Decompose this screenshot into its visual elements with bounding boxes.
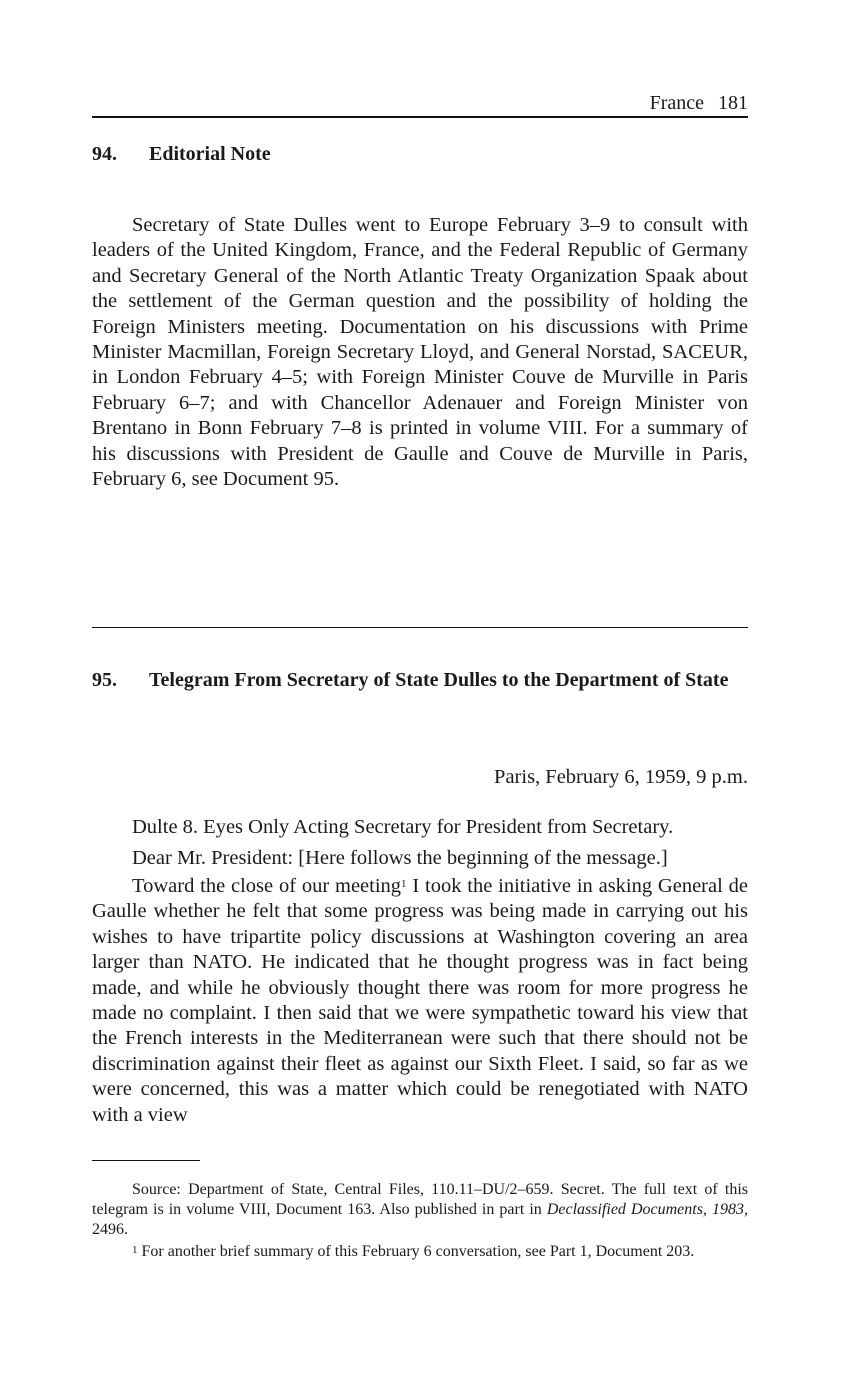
footnote-rule bbox=[92, 1160, 200, 1161]
source-text: Source: Department of State, Central Files, 110.11–DU/2–659. Secret. The full text of this telegram is in volume VIII, Document 163. Also published in part in bbox=[92, 1181, 748, 1218]
telegram-body-paragraph bbox=[92, 874, 748, 1128]
section-94-title: Editorial Note bbox=[149, 143, 271, 165]
section-95-number: 95. bbox=[92, 669, 117, 691]
dateline: Paris, February 6, 1959, 9 p.m. bbox=[494, 766, 748, 788]
header-section-title: France bbox=[649, 92, 704, 114]
source-italic-title: Declassified Documents, 1983, bbox=[546, 1201, 748, 1218]
editorial-note-paragraph: Secretary of State Dulles went to Europe February 3–9 to consult with leaders of the United Kingdom, France, and the Federal Republic of Germany and Secretary General of the North Atlantic Treaty Organization Spaak about the settlement of the German question and the possibility of holding the Foreign Ministers meeting. Documentation on his discussions with Prime Minister Macmillan, Foreign Secretary Lloyd, and General Norstad, SACEUR, in London February 4–5; with Foreign Minister Couve de Murville in Paris February 6–7; and with Chancellor Adenauer and Foreign Minister von Brentano in Bonn February 7–8 is printed in volume VIII. For a summary of his discussions with President de Gaulle and Couve de Murville in Paris, February 6, see Document 95. bbox=[92, 214, 748, 491]
source-end: 2496. bbox=[92, 1221, 128, 1238]
section-95-heading bbox=[92, 667, 752, 693]
running-header bbox=[92, 90, 748, 118]
section-94-heading bbox=[92, 141, 752, 167]
source-footnote bbox=[92, 1180, 748, 1240]
section-95-title: Telegram From Secretary of State Dulles to the Department of State bbox=[149, 669, 729, 691]
section-94-number: 94. bbox=[92, 143, 117, 165]
body-text-continued: I took the initiative in asking General de Gaulle whether he felt that some progress was being made in carrying out his wishes to have tripartite policy discussions at Washington covering an area larger than NATO. He indicated that he thought progress was in fact being made, and while he obviously thought there was room for more progress he made no complaint. I then said that we were sympathetic toward his view that the French interests in the Mediterranean were such that there should not be discrimination against their fleet as against our Sixth Fleet. I said, so far as we were concerned, this was a matter which could be renegotiated with NATO with a view bbox=[92, 875, 748, 1126]
footnote-ref-1: 1 bbox=[401, 878, 407, 890]
body-text-start: Toward the close of our meeting bbox=[132, 875, 402, 897]
footnote-1-marker: 1 bbox=[132, 1244, 138, 1256]
footnote-1-text: For another brief summary of this February 6 conversation, see Part 1, Document 203. bbox=[137, 1243, 695, 1260]
footnote-1 bbox=[92, 1242, 748, 1262]
page-number: 181 bbox=[718, 92, 748, 114]
salutation-line: Dear Mr. President: [Here follows the beginning of the message.] bbox=[132, 847, 668, 869]
telegram-reference-line: Dulte 8. Eyes Only Acting Secretary for President from Secretary. bbox=[132, 816, 674, 838]
section-divider bbox=[92, 627, 748, 628]
